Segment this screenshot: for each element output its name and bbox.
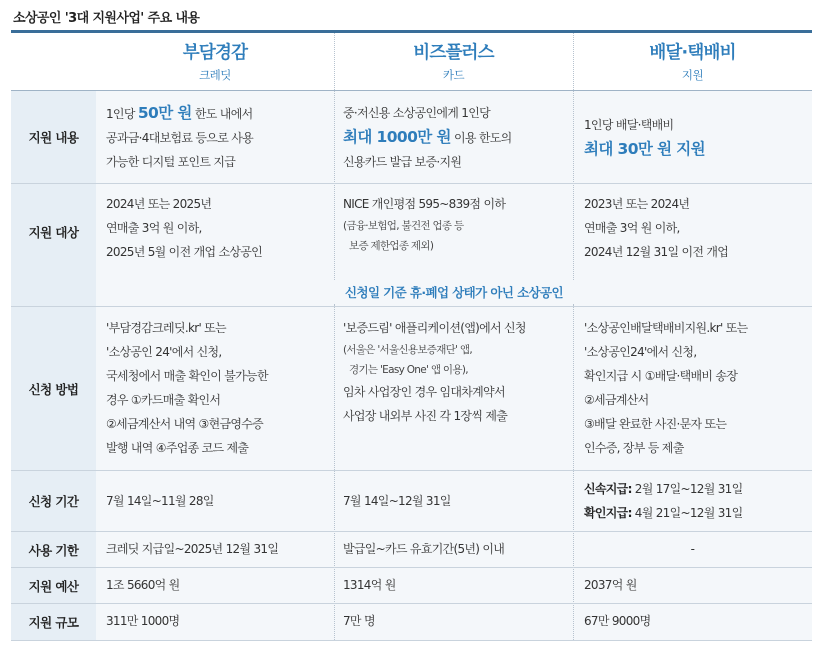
- column-divider: [573, 304, 575, 640]
- content-cell-credit: [106, 101, 331, 174]
- column-header-bizplus: [334, 33, 573, 91]
- method-cell-credit: [106, 316, 331, 460]
- cell-line: 임차 사업장인 경우 임대차계약서: [343, 385, 505, 399]
- cell-note: 보증 제한업종 제외): [349, 240, 434, 252]
- cell-line: [106, 101, 331, 126]
- cell-line: '소상공인 24'에서 신청,: [106, 345, 222, 359]
- cell-note: (서울은 '서울신용보증재단' 앱,: [343, 344, 472, 356]
- cell-line: 경우 ①카드매출 확인서: [106, 393, 221, 407]
- target-cell-bizplus: [343, 192, 570, 256]
- row-divider: [11, 470, 812, 471]
- period-cell-delivery: [584, 477, 809, 525]
- cell-line: '부담경감크레딧.kr' 또는: [106, 321, 226, 335]
- expiry-cell-delivery: -: [690, 542, 695, 556]
- row-divider: [11, 567, 812, 568]
- text: 이용 한도의: [453, 131, 512, 145]
- cell-line: 신용카드 발급 보증·지원: [343, 155, 462, 169]
- row-label-budget: 지원 예산: [28, 578, 79, 594]
- row-divider: [11, 531, 812, 532]
- expiry-cell-credit: 크레딧 지급일~2025년 12월 31일: [106, 542, 279, 556]
- content-cell-bizplus: [343, 101, 570, 174]
- cell-line: 2024년 또는 2025년: [106, 197, 212, 211]
- cell-line: '보증드림' 애플리케이션(앱)에서 신청: [343, 321, 526, 335]
- budget-cell-bizplus: 1314억 원: [343, 578, 396, 592]
- scale-cell-delivery: 67만 9000명: [584, 614, 651, 628]
- method-cell-delivery: [584, 316, 809, 460]
- cell-line: ②세금계산서 내역 ③현금영수증: [106, 417, 264, 431]
- cell-line: 발행 내역 ④주업종 코드 제출: [106, 441, 249, 455]
- cell-note: 경기는 'Easy One' 앱 이용),: [349, 364, 468, 376]
- cell-line: 인수증, 장부 등 제출: [584, 441, 684, 455]
- period-label-fast: 신속지급:: [584, 482, 632, 496]
- cell-line: NICE 개인평점 595~839점 이하: [343, 197, 506, 211]
- cell-line: 공과금·4대보험료 등으로 사용: [106, 131, 253, 145]
- column-title: 부담경감: [182, 43, 248, 63]
- row-label-expiry: 사용 기한: [28, 542, 79, 558]
- table-title: 소상공인 '3대 지원사업' 주요 내용: [13, 11, 200, 26]
- cell-line: 중·저신용 소상공인에게 1인당: [343, 106, 490, 120]
- period-cell-credit: 7월 14일~11월 28일: [106, 494, 214, 508]
- column-subtitle: 크레딧: [199, 68, 231, 82]
- common-target-banner: 신청일 기준 휴·폐업 상태가 아닌 소상공인: [345, 285, 563, 300]
- period-label-confirm: 확인지급:: [584, 506, 632, 520]
- highlight-amount: 최대 30만 원 지원: [584, 140, 705, 158]
- cell-line: ②세금계산서: [584, 393, 649, 407]
- target-cell-credit: [106, 192, 331, 264]
- highlight-amount: 50만 원: [137, 104, 192, 122]
- budget-cell-delivery: 2037억 원: [584, 578, 637, 592]
- cell-line: '소상공인24'에서 신청,: [584, 345, 697, 359]
- text: 4월 21일~12월 31일: [634, 506, 743, 520]
- column-divider: [573, 33, 575, 280]
- cell-line: 확인지급 시 ①배달·택배비 송장: [584, 369, 738, 383]
- cell-line: 2025년 5월 이전 개업 소상공인: [106, 245, 263, 259]
- cell-line: [584, 477, 809, 501]
- cell-line: 가능한 디지털 포인트 지급: [106, 155, 236, 169]
- row-divider: [11, 306, 812, 307]
- row-label-content: 지원 내용: [28, 130, 79, 145]
- cell-line: [343, 125, 570, 150]
- period-cell-bizplus: 7월 14일~12월 31일: [343, 494, 451, 508]
- cell-line: 연매출 3억 원 이하,: [584, 221, 680, 235]
- highlight-amount: 최대 1000만 원: [343, 128, 451, 146]
- column-header-credit: [96, 33, 334, 91]
- cell-line: 1인당 배달·택배비: [584, 118, 674, 132]
- cell-line: 2024년 12월 31일 이전 개업: [584, 245, 729, 259]
- text: 2월 17일~12월 31일: [634, 482, 743, 496]
- column-header-delivery: [573, 33, 812, 91]
- row-label-target: 지원 대상: [28, 225, 79, 240]
- cell-line: 2023년 또는 2024년: [584, 197, 690, 211]
- expiry-cell-bizplus: 발급일~카드 유효기간(5년) 이내: [343, 542, 505, 556]
- column-divider: [334, 33, 336, 280]
- cell-line: 국세청에서 매출 확인이 불가능한: [106, 369, 268, 383]
- text: 한도 내에서: [194, 107, 253, 121]
- row-label-method: 신청 방법: [28, 381, 79, 397]
- column-title: 비즈플러스: [413, 43, 494, 63]
- scale-cell-credit: 311만 1000명: [106, 614, 180, 628]
- cell-line: ③배달 완료한 사진·문자 또는: [584, 417, 727, 431]
- content-cell-delivery: [584, 113, 809, 161]
- scale-cell-bizplus: 7만 명: [343, 614, 375, 628]
- row-label-scale: 지원 규모: [28, 615, 79, 630]
- cell-line: [584, 501, 809, 525]
- row-divider: [11, 603, 812, 604]
- row-divider: [11, 183, 812, 184]
- cell-line: 연매출 3억 원 이하,: [106, 221, 202, 235]
- cell-note: (금융·보험업, 불건전 업종 등: [343, 220, 464, 232]
- text: 1인당: [106, 107, 135, 121]
- column-divider: [334, 304, 336, 640]
- budget-cell-credit: 1조 5660억 원: [106, 578, 180, 592]
- column-title: 배달·택배비: [649, 43, 736, 63]
- header-divider: [11, 90, 812, 91]
- bottom-rule: [11, 640, 812, 641]
- row-label-period: 신청 기간: [28, 494, 79, 509]
- target-cell-delivery: [584, 192, 809, 264]
- column-subtitle: 지원: [681, 68, 704, 82]
- cell-line: '소상공인배달택배비지원.kr' 또는: [584, 321, 748, 335]
- method-cell-bizplus: [343, 316, 570, 428]
- column-subtitle: 카드: [442, 68, 465, 82]
- cell-line: 사업장 내외부 사진 각 1장씩 제출: [343, 409, 508, 423]
